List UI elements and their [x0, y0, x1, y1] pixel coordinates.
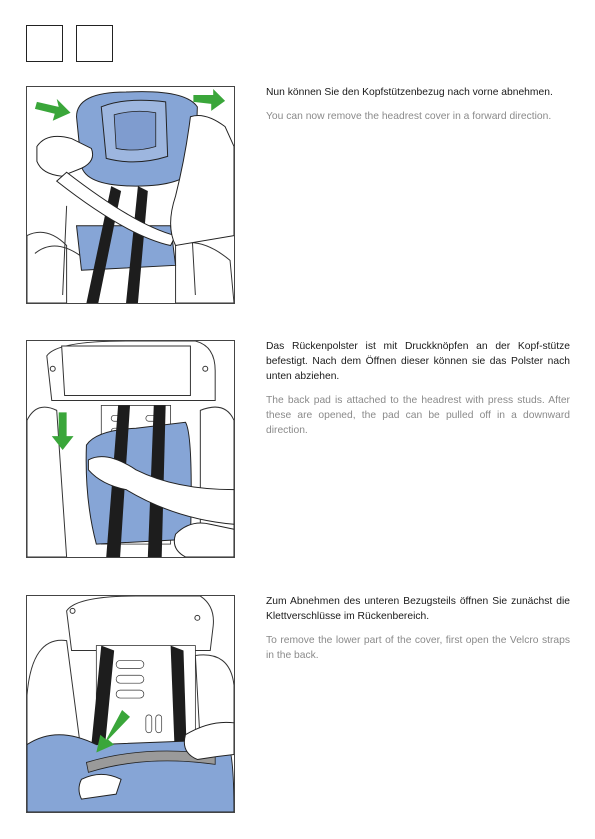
section-2-text [266, 339, 570, 438]
section-1-english: You can now remove the headrest cover in a forward direction. [266, 111, 552, 122]
corner-box-left [26, 25, 63, 62]
section-1-text [266, 85, 570, 124]
corner-box-right [76, 25, 113, 62]
section-3-text [266, 594, 570, 663]
figure-back-pad [26, 340, 235, 558]
figure-lower-cover [26, 595, 235, 813]
section-3-english: To remove the lower part of the cover, first open the Velcro straps in the back. [266, 635, 570, 661]
section-1-german: Nun können Sie den Kopfstützenbezug nach vorne abnehmen. [266, 87, 553, 98]
figure-headrest-cover [26, 86, 235, 304]
section-3-german: Zum Abnehmen des unteren Bezugsteils öffnen Sie zunächst die Klettverschlüsse im Rückenbereich. [266, 596, 570, 622]
section-2-english: The back pad is attached to the headrest with press studs. After these are opened, the pad can be pulled off in a downward direction. [266, 395, 570, 436]
section-2-german: Das Rückenpolster ist mit Druckknöpfen an der Kopf-stütze befestigt. Nach dem Öffnen dieser können sie das Polster nach unten abziehen. [266, 341, 570, 382]
